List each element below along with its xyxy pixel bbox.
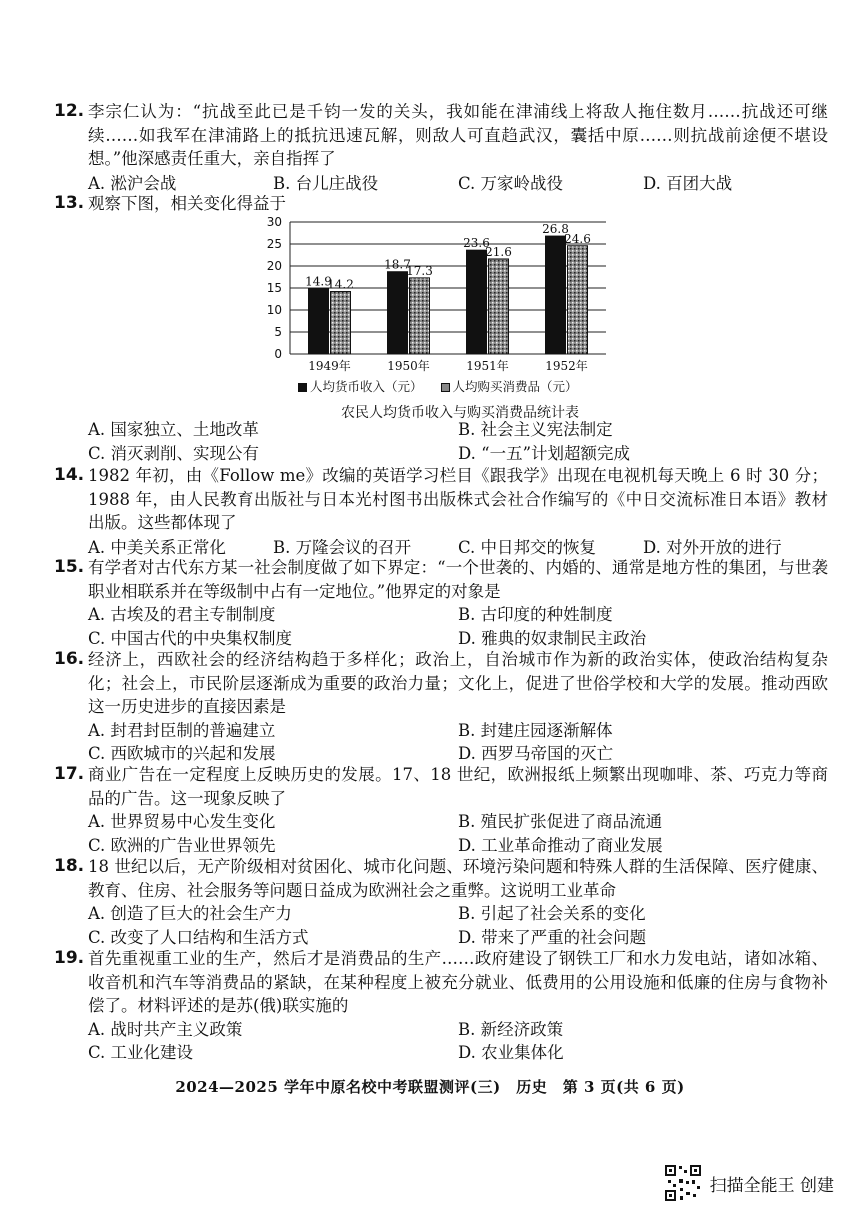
qr-code-icon xyxy=(664,1164,702,1202)
bar-income xyxy=(467,250,487,354)
option-c: C. 改变了人口结构和生活方式 xyxy=(88,927,309,947)
x-tick-label: 1951年 xyxy=(466,359,509,373)
bar-value-label: 26.8 xyxy=(542,222,569,237)
option-a: A. 战时共产主义政策 xyxy=(88,1019,243,1039)
option-d: D. 雅典的奴隶制民主政治 xyxy=(458,628,647,648)
option-b: B. 万隆会议的召开 xyxy=(273,537,412,557)
bar-consumption xyxy=(489,259,509,354)
question-stem: 首先重视重工业的生产，然后才是消费品的生产……政府建设了钢铁工厂和水力发电站，诸如冰箱、收音机和汽车等消费品的紧缺，在某种程度上被充分就业、低费用的公用设施和低廉的住房与食物补偿了。材料评述的是苏(俄)联实施的 xyxy=(88,949,828,1015)
option-c: C. 消灭剥削、实现公有 xyxy=(88,443,260,463)
bar-value-label: 17.3 xyxy=(406,263,433,278)
option-a: A. 国家独立、土地改革 xyxy=(88,420,259,439)
question-number: 17. xyxy=(54,764,85,784)
question-14 xyxy=(54,464,828,559)
option-c: C. 中国古代的中央集权制度 xyxy=(88,628,293,648)
question-18 xyxy=(54,855,828,949)
y-tick-label: 25 xyxy=(266,237,282,251)
options xyxy=(88,902,828,949)
question-number: 12. xyxy=(54,101,85,121)
option-c: C. 工业化建设 xyxy=(88,1043,194,1062)
question-stem: 有学者对古代东方某一社会制度做了如下界定：“一个世袭的、内婚的、通常是地方性的集团，与世袭职业相联系并在等级制中占有一定地位。”他界定的对象是 xyxy=(88,558,828,601)
y-tick-label: 5 xyxy=(274,325,282,339)
question-number: 16. xyxy=(54,649,85,669)
bar-value-label: 14.9 xyxy=(305,274,332,289)
bar-consumption xyxy=(331,292,351,354)
legend-swatch-income xyxy=(298,383,307,392)
y-tick-label: 0 xyxy=(274,347,282,361)
x-tick-label: 1949年 xyxy=(308,359,351,373)
option-c: C. 西欧城市的兴起和发展 xyxy=(88,744,276,763)
question-stem: 观察下图，相关变化得益于 xyxy=(88,194,286,213)
bar-chart xyxy=(250,212,620,427)
question-stem: 商业广告在一定程度上反映历史的发展。17、18 世纪，欧洲报纸上频繁出现咖啡、茶、巧克力等商品的广告。这一现象反映了 xyxy=(88,765,828,808)
option-d: D. 工业革命推动了商业发展 xyxy=(458,835,663,855)
bar-value-label: 18.7 xyxy=(384,257,411,272)
options xyxy=(88,418,828,465)
option-a: A. 封君封臣制的普遍建立 xyxy=(88,720,276,740)
chart-svg xyxy=(250,212,620,377)
legend-swatch-consumption xyxy=(441,383,450,392)
bar-income xyxy=(388,272,408,354)
option-b: B. 封建庄园逐渐解体 xyxy=(458,720,613,740)
question-stem: 李宗仁认为：“抗战至此已是千钧一发的关头，我如能在津浦线上将敌人拖住数月……抗战还可继续……如我军在津浦路上的抵抗迅速瓦解，则敌人可直趋武汉，囊括中原……则抗战前途便不堪设想。”他深感责任重大，亲自指挥了 xyxy=(88,102,828,168)
option-b: B. 新经济政策 xyxy=(458,1019,564,1039)
option-b: B. 引起了社会关系的变化 xyxy=(458,904,646,923)
bar-value-label: 14.2 xyxy=(327,277,354,292)
y-tick-label: 15 xyxy=(266,281,282,295)
options xyxy=(88,603,828,650)
option-d: D. 百团大战 xyxy=(643,173,733,193)
bar-value-label: 21.6 xyxy=(485,244,512,259)
question-15 xyxy=(54,556,828,650)
option-d: D. 西罗马帝国的灭亡 xyxy=(458,744,614,763)
legend-label-income: 人均货币收入（元） xyxy=(310,379,423,394)
option-d: D. “一五”计划超额完成 xyxy=(458,443,631,463)
question-19 xyxy=(54,947,828,1065)
option-b: B. 台儿庄战役 xyxy=(273,173,379,193)
bar-value-label: 23.6 xyxy=(463,236,490,251)
question-stem: 1982 年初，由《Follow me》改编的英语学习栏目《跟我学》出现在电视机每天晚上 6 时 30 分；1988 年，由人民教育出版社与日本光村图书出版株式会社合作编写的《中日交流标准日本语》教材出版。这些都体现了 xyxy=(88,466,828,532)
option-b: B. 殖民扩张促进了商品流通 xyxy=(458,812,663,831)
chart-title: 农民人均货币收入与购买消费品统计表 xyxy=(341,405,579,421)
option-c: C. 欧洲的广告业世界领先 xyxy=(88,835,276,855)
options xyxy=(88,810,828,857)
option-a: A. 创造了巨大的社会生产力 xyxy=(88,904,292,923)
bar-income xyxy=(309,288,329,354)
question-16 xyxy=(54,648,828,766)
question-number: 15. xyxy=(54,557,85,577)
option-b: B. 社会主义宪法制定 xyxy=(458,420,613,439)
question-13-options xyxy=(88,418,828,465)
bar-consumption xyxy=(410,278,430,354)
y-tick-label: 10 xyxy=(266,303,282,317)
options xyxy=(88,1018,828,1065)
option-a: A. 中美关系正常化 xyxy=(88,537,226,557)
option-d: D. 带来了严重的社会问题 xyxy=(458,927,647,947)
question-number: 19. xyxy=(54,948,85,968)
options xyxy=(88,719,828,766)
option-c: C. 万家岭战役 xyxy=(458,173,564,193)
bar-value-label: 24.6 xyxy=(564,231,591,246)
option-a: A. 世界贸易中心发生变化 xyxy=(88,812,276,831)
question-number: 13. xyxy=(54,193,85,213)
y-tick-label: 30 xyxy=(266,215,282,229)
question-stem: 经济上，西欧社会的经济结构趋于多样化；政治上，自治城市作为新的政治实体，使政治结构复杂化；社会上，市民阶层逐渐成为重要的政治力量；文化上，促进了世俗学校和大学的发展。推动西欧这一历史进步的直接因素是 xyxy=(88,650,828,716)
question-stem: 18 世纪以后，无产阶级相对贫困化、城市化问题、环境污染问题和特殊人群的生活保障、医疗健康、教育、住房、社会服务等问题日益成为欧洲社会之重弊。这说明工业革命 xyxy=(88,857,828,900)
x-tick-label: 1952年 xyxy=(545,359,588,373)
legend-label-consumption: 人均购买消费品（元） xyxy=(452,379,578,394)
bar-income xyxy=(546,236,566,354)
option-d: D. 农业集体化 xyxy=(458,1043,564,1062)
scanner-watermark xyxy=(664,1164,834,1202)
scanner-label: 扫描全能王 创建 xyxy=(709,1175,834,1196)
question-12 xyxy=(54,100,828,195)
x-tick-label: 1950年 xyxy=(387,359,430,373)
page-footer: 2024—2025 学年中原名校中考联盟测评(三) 历史 第 3 页(共 6 页) xyxy=(175,1078,685,1096)
y-tick-label: 20 xyxy=(266,259,282,273)
question-number: 18. xyxy=(54,856,85,876)
option-a: A. 淞沪会战 xyxy=(88,173,177,193)
bar-consumption xyxy=(568,246,588,354)
option-b: B. 古印度的种姓制度 xyxy=(458,605,613,624)
option-a: A. 古埃及的君主专制制度 xyxy=(88,605,276,624)
option-d: D. 对外开放的进行 xyxy=(643,537,782,557)
question-number: 14. xyxy=(54,465,85,485)
chart-legend xyxy=(298,377,618,395)
question-17 xyxy=(54,763,828,857)
option-c: C. 中日邦交的恢复 xyxy=(458,537,597,557)
